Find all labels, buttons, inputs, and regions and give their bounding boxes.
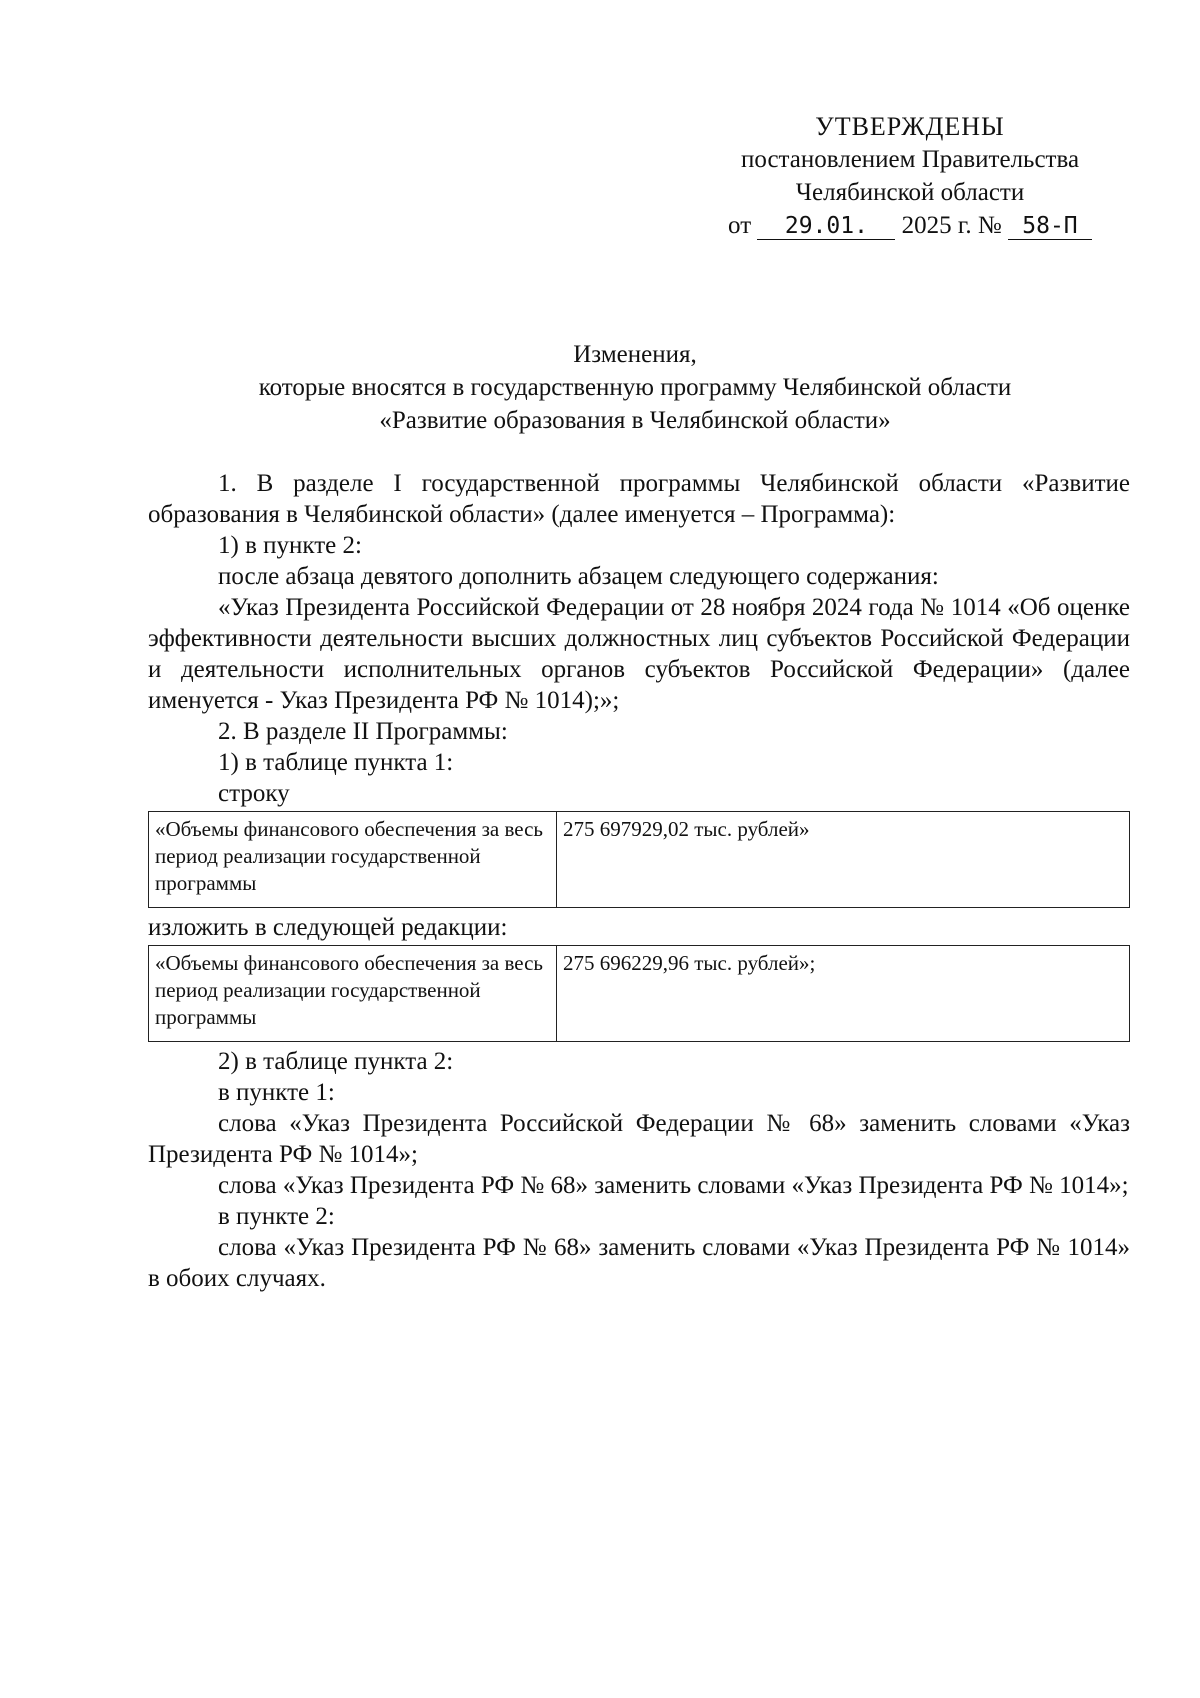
document-number: 58-П	[1008, 213, 1092, 240]
paragraph-11: слова «Указ Президента Российской Федерации № 68» заменить словами «Указ Президента РФ № 1014»;	[148, 1110, 1130, 1168]
paragraph-2: 1) в пункте 2:	[218, 532, 362, 559]
table-cell-value: 275 697929,02 тыс. рублей»	[557, 812, 1130, 908]
table-row	[149, 946, 1130, 1042]
table-cell-label: «Объемы финансового обеспечения за весь период реализации государственной программы	[149, 812, 557, 908]
document-body	[148, 468, 1130, 1294]
date-year: 2025 г. №	[901, 212, 1002, 239]
title-line-3: «Развитие образования в Челябинской области»	[379, 407, 891, 434]
title-line-1: Изменения,	[573, 341, 697, 368]
approval-line-1: постановлением Правительства	[740, 146, 1080, 173]
date-value: 29.01.	[757, 213, 895, 240]
paragraph-6: 1) в таблице пункта 1:	[218, 749, 454, 776]
table-cell-label: «Объемы финансового обеспечения за весь период реализации государственной программы	[149, 946, 557, 1042]
document-title	[140, 338, 1130, 437]
approval-date-line	[700, 209, 1120, 242]
paragraph-9: 2) в таблице пункта 2:	[218, 1048, 454, 1075]
new-funding-table	[148, 945, 1130, 1042]
approval-line-2: Челябинской области	[795, 179, 1025, 206]
old-funding-table	[148, 811, 1130, 908]
paragraph-8: изложить в следующей редакции:	[148, 914, 508, 941]
paragraph-4: «Указ Президента Российской Федерации от 28 ноября 2024 года № 1014 «Об оценке эффективности деятельности высших должностных лиц субъектов Российской Федерации и деятельности исполнительных органов субъектов Российской Федерации» (далее именуется - Указ Президента РФ № 1014);»;	[148, 594, 1130, 714]
date-prefix: от	[728, 212, 752, 239]
paragraph-7: строку	[218, 780, 290, 807]
paragraph-13: в пункте 2:	[218, 1203, 335, 1230]
paragraph-3: после абзаца девятого дополнить абзацем следующего содержания:	[218, 563, 939, 590]
table-row	[149, 812, 1130, 908]
table-cell-value: 275 696229,96 тыс. рублей»;	[557, 946, 1130, 1042]
paragraph-5: 2. В разделе II Программы:	[218, 718, 508, 745]
title-line-2: которые вносятся в государственную программу Челябинской области	[258, 374, 1012, 401]
paragraph-14: слова «Указ Президента РФ № 68» заменить словами «Указ Президента РФ № 1014» в обоих случаях.	[148, 1234, 1130, 1292]
approval-heading: УТВЕРЖДЕНЫ	[815, 112, 1005, 141]
paragraph-1: 1. В разделе I государственной программы Челябинской области «Развитие образования в Челябинской области» (далее именуется – Программа):	[148, 470, 1130, 528]
approval-block	[700, 110, 1120, 242]
paragraph-12: слова «Указ Президента РФ № 68» заменить словами «Указ Президента РФ № 1014»;	[218, 1172, 1129, 1199]
paragraph-10: в пункте 1:	[218, 1079, 335, 1106]
